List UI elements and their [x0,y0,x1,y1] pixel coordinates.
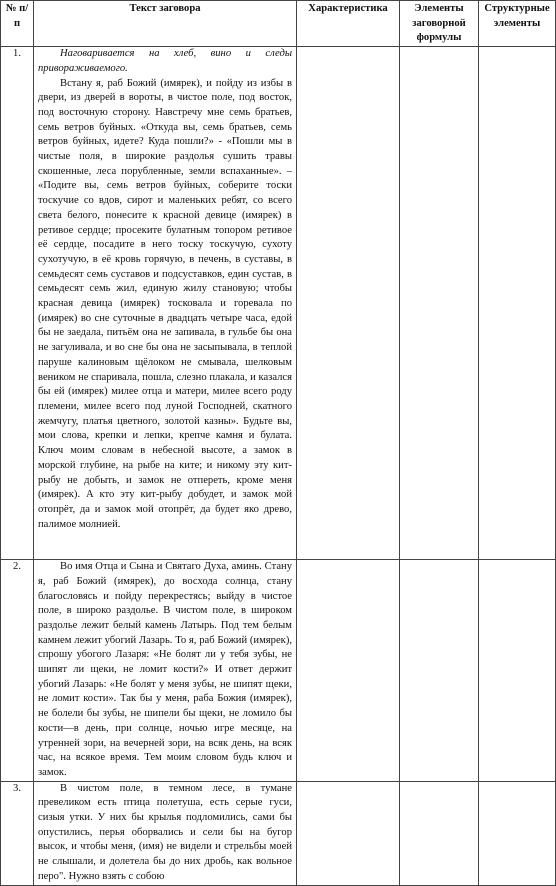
structural-cell [479,47,556,560]
table-row [1,781,556,885]
elements-cell [400,47,479,560]
header-characteristic: Характеристика [297,1,400,47]
structural-cell [479,560,556,782]
structural-cell [479,781,556,885]
spell-text: Встану я, раб Божий (имярек), и пойду из избы в двери, из дверей в вороты, в чистое поле, под восток, под восточную сторону. Навстречу мне семь братьев, семь ветров буйных. «Откуда вы, семь братьев, семь ветров буйных, идете? Куда пошли?» - «Пошли мы в чистые поля, в широкие раздолья сушить травы скошенные, леса порубленные, земли вспаханные». – «Подите вы, семь ветров буйных, соберите тоски тоскучие со вдов, сирот и маленьких ребят, со всего света белого, понесите к красной девице (имярек) в ретивое сердце; просеките булатным топором ретивое её сердце, посадите в него тоску тоскучую, сухоту сухотучую, в её кровь горячую, в печень, в суставы, в семьдесят семь суставов и подсуставков, един сустав, в семьдесят семь жил, единую жилу становую; чтобы красная девица (имярек) тосковала и горевала по (имярек) во сне суточные в двадцать четыре часа, едой бы не заедала, питьём она не запивала, в гульбе бы она не загуливала, и во сне бы она не засыпывала, в теплой паруше калиновым щёлоком не смывала, шелковым веником не спаривала, пошла, слезно плакала, и казался бы ей (имярек) милее отца и матери, милее всего роду племени, милее всего под луной Господней, скатного жемчугу, платья цветного, золотой казны». Будьте вы, мои слова, крепки и лепки, крепче камня и булата. Ключ моим словам в небесной высоте, а замок в морской глубине, на рыбе на ките; и никому эту кит-рыбу не добыть, и замок не отпереть, кроме меня (имярек). А кто эту кит-рыбу добудет, и замок мой отопрёт, да и замок мой отопрёт, да будет яко древо, палимое молнией. [38,77,292,530]
characteristic-cell [297,781,400,885]
header-num: № п/п [1,1,34,47]
characteristic-cell [297,47,400,560]
spell-text: В чистом поле, в темном лесе, в тумане превеликом есть птица полетуша, есть серые гуси, сизыя утки. У них бы крылья подломились, сами бы опустились, перья оборвались и сели бы на бугор высок, и чтобы меня, (имя) не видели и стрельбы моей не слышали, и долетела бы до них дробь, как вольное перо". Нужно взять с собою [38,782,292,882]
row-number: 3. [1,781,34,885]
spell-intro: Наговаривается на хлеб, вино и следы привораживаемого. [38,48,292,74]
elements-cell [400,781,479,885]
spell-text: Во имя Отца и Сына и Святаго Духа, аминь. Стану я, раб Божий (имярек), до восхода солнца, стану благословясь и пойду перекрестясь; выйду в чистое поле, в широко раздолье. В чистом поле, в широком раздолье лежит белый камень Латырь. Под тем белым камнем лежит убогий Лазарь. То я, раб Божий (имярек), спрошу убогого Лазаря: «Не болят ли у тебя зубы, не шипят ли щеки, не ломит кости?» И ответ держит убогий Лазарь: «Не болят у меня зубы, не шипят щеки, не ломит кости». Так бы у меня, раба Божия (имярек), не болели бы зубы, не шипели бы щеки, не ломило бы кости—в день, при солнце, ночью игре месяце, на утренней зори, на вечерней зори, на всяк день, на всяк час, на всякое время. Тем моим словом будь ключ и замок. [38,561,292,778]
row-number: 2. [1,560,34,782]
header-row [1,1,556,47]
header-structural: Структурные элементы [479,1,556,47]
table-row [1,560,556,782]
spell-text-cell [34,560,297,782]
characteristic-cell [297,560,400,782]
table-row [1,47,556,560]
row-number: 1. [1,47,34,560]
spell-text-cell [34,781,297,885]
header-elements: Элементы заговорной формулы [400,1,479,47]
spell-text-cell [34,47,297,560]
header-text: Текст заговора [34,1,297,47]
elements-cell [400,560,479,782]
